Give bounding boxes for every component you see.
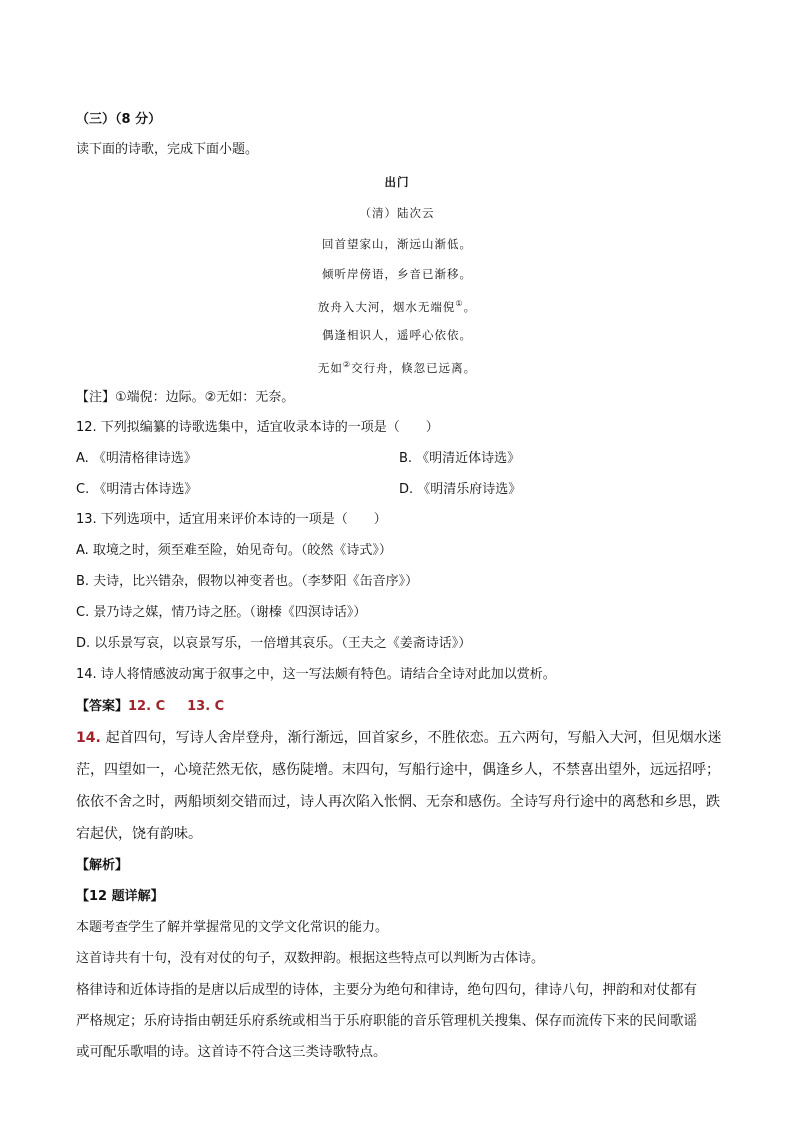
detail-line-3: 格律诗和近体诗指的是唐以后成型的诗体，主要分为绝句和律诗，绝句四句，律诗八句，押韵和对仗都有 <box>76 982 697 998</box>
q13-stem: 13. 下列选项中，适宜用来评价本诗的一项是（ ） <box>76 512 387 527</box>
q13-option-b: B. 夫诗，比兴错杂，假物以神变者也。（李梦阳《缶音序》） <box>76 574 419 589</box>
answer-14-number: 14. <box>76 730 106 746</box>
q12-option-d: D. 《明清乐府诗选》 <box>399 482 522 497</box>
q12-stem: 12. 下列拟编纂的诗歌选集中，适宜收录本诗的一项是（ ） <box>76 420 439 435</box>
detail-line-5: 或可配乐歌唱的诗。这首诗不符合这三类诗歌特点。 <box>76 1044 387 1060</box>
q12-option-b: B. 《明清近体诗选》 <box>399 451 521 466</box>
q12-detail-label: 【12 题详解】 <box>76 889 164 904</box>
poem-line-5: 无如②交行舟，倏忽已远离。 <box>317 360 477 375</box>
q12-option-a: A. 《明清格律诗选》 <box>76 451 197 466</box>
answer-14-line-1: 14. 起首四句，写诗人舍岸登舟，渐行渐远，回首家乡，不胜依恋。五六两句，写船入大河，但见烟水迷 <box>76 730 722 746</box>
poem-line-3: 放舟入大河，烟水无端倪①。 <box>317 299 477 314</box>
poem-title: 出门 <box>384 175 410 189</box>
poem-line-1: 回首望家山，渐远山渐低。 <box>322 237 472 251</box>
poem-line-4: 偶逢相识人，遥呼心依依。 <box>322 328 472 342</box>
detail-line-4: 严格规定；乐府诗指由朝廷乐府系统或相当于乐府职能的音乐管理机关搜集、保存而流传下来的民间歌谣 <box>76 1013 697 1029</box>
q14-stem: 14. 诗人将情感波动寓于叙事之中，这一写法颇有特色。请结合全诗对此加以赏析。 <box>76 667 556 682</box>
answer-14-line-4: 宕起伏，饶有韵味。 <box>76 826 202 842</box>
answer-label: 【答案】 <box>76 699 129 714</box>
section-heading: （三）（8 分） <box>76 112 162 127</box>
poem-author: （清）陆次云 <box>359 206 435 220</box>
answer-row <box>76 697 224 717</box>
q13-option-c: C. 景乃诗之媒，情乃诗之胚。（谢榛《四溟诗话》） <box>76 605 367 620</box>
instruction-text: 读下面的诗歌，完成下面小题。 <box>76 142 259 157</box>
analysis-label: 【解析】 <box>76 858 129 873</box>
detail-line-1: 本题考查学生了解并掌握常见的文学文化常识的能力。 <box>76 920 389 935</box>
detail-line-2: 这首诗共有十句，没有对仗的句子，双数押韵。根据这些特点可以判断为古体诗。 <box>76 951 545 966</box>
poem-note: 【注】①端倪：边际。②无如：无奈。 <box>76 390 295 405</box>
q12-option-c: C. 《明清古体诗选》 <box>76 482 198 497</box>
q13-option-d: D. 以乐景写哀，以哀景写乐，一倍增其哀乐。（王夫之《姜斋诗话》） <box>76 636 472 651</box>
q13-option-a: A. 取境之时，须至难至险，始见奇句。（皎然《诗式》） <box>76 543 392 558</box>
answer-14-line-3: 依依不舍之时，两船顷刻交错而过，诗人再次陷入怅惘、无奈和感伤。全诗写舟行途中的离愁和乡思，跌 <box>76 794 720 810</box>
answer-14-line-2: 茫，四望如一，心境茫然无依，感伤陡增。末四句，写船行途中，偶逢乡人，不禁喜出望外，远远招呼； <box>76 762 720 778</box>
answer-12: 12. C <box>128 699 166 714</box>
poem-line-2: 倾听岸傍语，乡音已渐移。 <box>322 267 472 281</box>
answer-13: 13. C <box>187 699 225 714</box>
